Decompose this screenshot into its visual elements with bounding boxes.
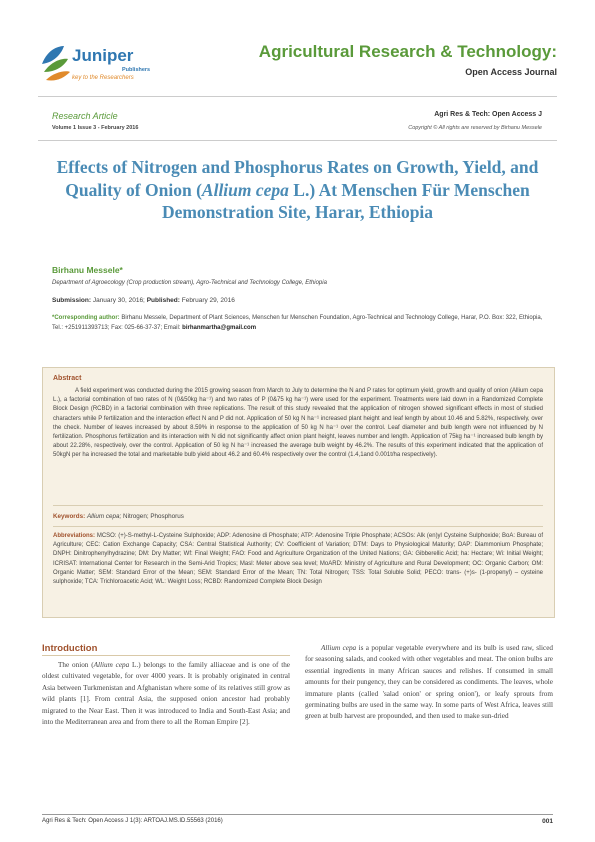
copyright: Copyright © All rights are reserved by Birhanu Messele: [408, 125, 542, 131]
body-column-right: Allium cepa is a popular vegetable everywhere and its bulb is used raw, sliced for seasoning salads, and cooked with other vegetables and meat. The onion bulbs are essential ingredients in many African sauces and relishes. If consumed in small amounts for their pungency, they can be considered as condiments. The leaves, whole immature plants (called 'salad onion' or spring onion'), or leafy sprouts from germinating bulbs are used in the same way. In some parts of West Africa, leaves still green at bulb harvest are propounded, and then used to make sun-dried: [305, 644, 553, 721]
email-link[interactable]: birhanmartha@gmail.com: [182, 325, 257, 331]
keywords-divider: [53, 526, 543, 527]
introduction-rule: [42, 655, 290, 656]
keywords: Keywords: Allium cepa; Nitrogen; Phosphorus: [53, 513, 184, 520]
abstract-divider: [53, 505, 543, 506]
body-column-left: The onion (Allium cepa L.) belongs to the family alliaceae and is one of the oldest cultivated vegetable, for over 4000 years. It is probably originated in central Asia between Turkmenistan and Afghanistan where some of its relatives still grow as wild plants [1]. From central Asia, the supposed onion ancestor had probably migrated to the Near East. Then it was introduced to India and South-East Asia; and into the Mediterranean area and from there to all the Roman Empire [2].: [42, 661, 290, 727]
logo-sub: Publishers: [122, 67, 151, 73]
volume-line: Volume 1 Issue 3 - February 2016: [52, 125, 139, 131]
publisher-logo: [38, 42, 168, 90]
journal-title: Agricultural Research & Technology:: [258, 42, 557, 61]
short-journal-name: Agri Res & Tech: Open Access J: [434, 111, 542, 118]
abstract-text: A field experiment was conducted during the 2015 growing season from March to July to determine the N and P rates for optimum yield, growth and quality of onion (Allium cepa L.), a factorial combination of two rates of N (0&50kg ha⁻¹) and two rates of P (0&75 kg ha⁻¹) were used for the experiment. Treatments were laid down in a Randomized Complete Block Design (RCBD) in a factorial combination with three replications. The result of this study revealed that the application of nitrogen showed significant effects in most of studied characters while P fertilization and the interaction effect N and P did not. Application of 50 kg N ha⁻¹ increased plant height and leaf length by about 10.46 and 5.82%, respectively, over the check. Number of leaves increased by about 8.59% in response to the application of 50 kg N ha⁻¹ over the control. Leaf diameter and bulb length were not influenced by N fertilization. Phosphorus fertilization and its interaction with N did not significantly affect onion plant height, leaves number and length. Application of 75kg ha⁻¹ increased bulb length by about 22.28%, respectively, over the control. Application of 50 kg N ha⁻¹ increased the average bulb weight by 46.2%. The results of this experiment indicated that the application of 50kgN per ha increased the total and marketable bulb yield about 46.2 and 60.4% respectively over the control (1.4,1and 0.001t/ha respectively).: [53, 388, 543, 459]
journal-subtitle: Open Access Journal: [465, 67, 557, 77]
page-number: 001: [542, 818, 553, 825]
submission-dates: Submission: January 30, 2016; Published: February 29, 2016: [52, 297, 235, 304]
abbreviations: Abbreviations: MCSO: (+)-S-methyl-L-Cysteine Sulphoxide; ADP: Adenosine di Phosphate; ATP: Adenosine Triple Phosphate; ACSOs: Alk (en)yl Cysteine Sulphoxide; BoA: Bureau of Agriculture; CEC: Cation Exchange Capacity; CSA: Central Statistical Authority; CV: Coefficient of Variation; DTM: Days to Physiological Maturity; DAP: Diammonium Phosphate; DNPH: Dinitrophenylhydrazine; DM: Dry Matter; Wf: Final Weight; FAO: Food and Agriculture Organization of the United Nations; GA: Gibberellic Acid; ha: Hectare; Wi: Initial Weight; ICRISAT: International Center for Research in the Semi-Arid Tropics; Masl: Meter above sea level; MoARD: Ministry of Agriculture and Rural Development; OC: Organic Carbon; OM: Organic Matter; SEM: Standard Error of the Mean; SEM: Standard Error of the Mean; TN: Total Nitrogen; TSS: Total Soluble Solid; PECO: trans- (+)s- (1-propenyl) – cysteine sulphoxide; TCA: Trichloroacetic Acid; WL: Weight Loss; RCBD: Randomized Complete Block Design: [53, 533, 543, 586]
corresponding-author: *Corresponding author: Birhanu Messele, Department of Plant Sciences, Menschen fur Menschen Foundation, Agro-Technical and Technology College, Harar, P.O. Box: 322, Ethiopia, Tel.: +251911393713; Fax: 025-66-37-37; Email: birhanmartha@gmail.com: [52, 315, 543, 331]
footer-divider: [42, 814, 553, 815]
introduction-heading: Introduction: [42, 643, 98, 654]
logo-name: Juniper: [72, 46, 134, 65]
meta-divider: [38, 140, 557, 141]
footer-citation: Agri Res & Tech: Open Access J 1(3): ARTOAJ.MS.ID.55563 (2016): [42, 818, 223, 824]
logo-tagline: key to the Researchers: [72, 75, 134, 81]
article-title: Effects of Nitrogen and Phosphorus Rates on Growth, Yield, and Quality of Onion (Allium cepa L.) At Menschen Für Menschen Demonstration Site, Harar, Ethiopia: [56, 157, 539, 222]
header-divider: [38, 96, 557, 97]
article-type: Research Article: [52, 111, 118, 121]
affiliation: Department of Agroecology (Crop production stream), Agro-Technical and Technology College, Ethiopia: [52, 280, 327, 286]
abstract-heading: Abstract: [53, 375, 82, 382]
author-name: Birhanu Messele*: [52, 265, 123, 275]
